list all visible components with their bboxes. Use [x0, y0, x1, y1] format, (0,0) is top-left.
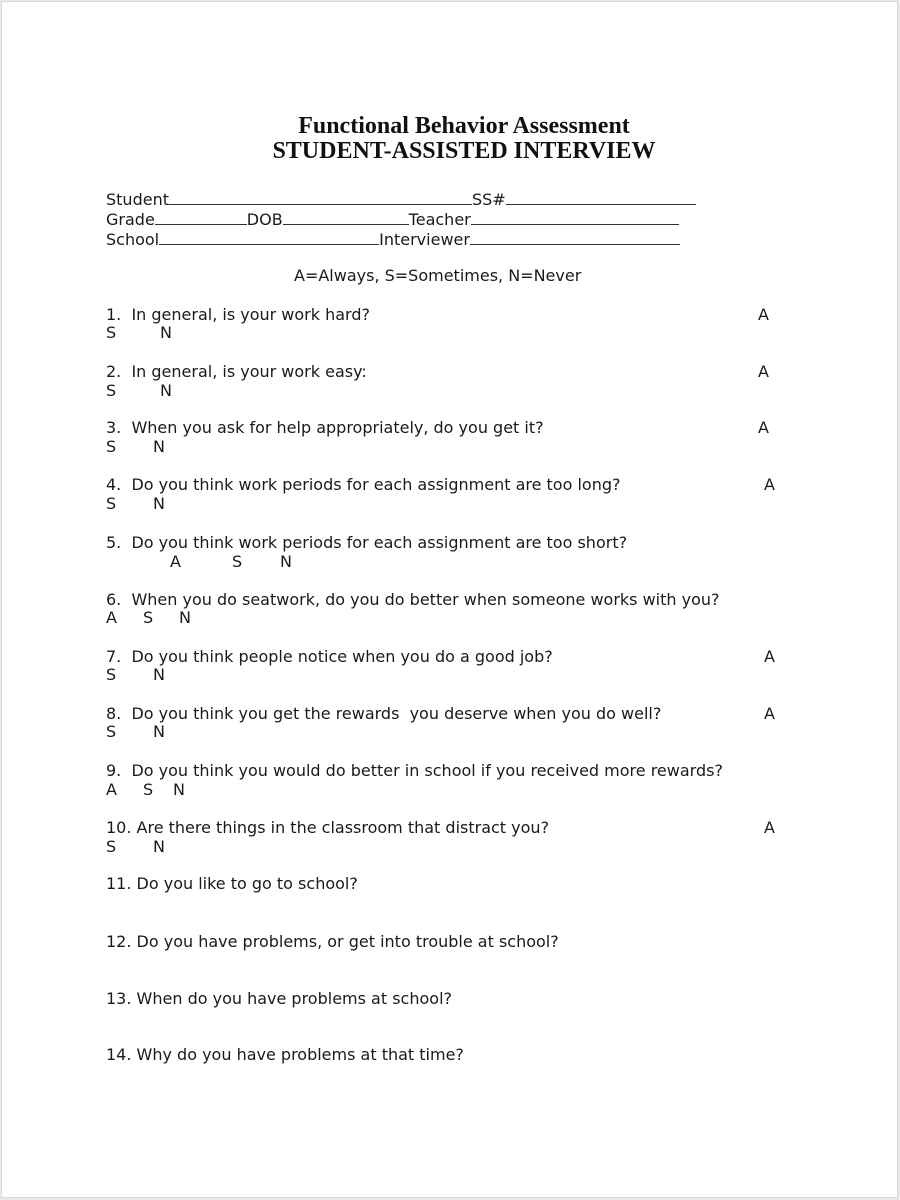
q6-option-a[interactable]: A: [106, 608, 117, 627]
question-9: 9. Do you think you would do better in school if you received more rewards?: [106, 761, 723, 780]
q8-option-n[interactable]: N: [153, 722, 165, 741]
q5-option-a[interactable]: A: [170, 552, 181, 571]
q1-option-s[interactable]: S: [106, 323, 117, 342]
q1-option-n[interactable]: N: [160, 323, 172, 342]
q9-option-a[interactable]: A: [106, 780, 117, 799]
question-10: 10. Are there things in the classroom that distract you?: [106, 818, 550, 837]
ss-label: SS#: [471, 190, 506, 209]
q3-option-s[interactable]: S: [106, 437, 117, 456]
q2-option-n[interactable]: N: [160, 381, 172, 400]
q1-option-a[interactable]: A: [758, 305, 769, 324]
q7-option-s[interactable]: S: [106, 665, 117, 684]
q2-option-a[interactable]: A: [758, 362, 769, 381]
document-subtitle: STUDENT-ASSISTED INTERVIEW: [272, 138, 656, 164]
student-field-row: [106, 191, 696, 209]
q5-option-n[interactable]: N: [280, 552, 292, 571]
q8-option-a[interactable]: A: [764, 704, 775, 723]
question-1: 1. In general, is your work hard?: [106, 305, 370, 324]
q9-option-n[interactable]: N: [173, 780, 185, 799]
q8-option-s[interactable]: S: [106, 722, 117, 741]
question-7: 7. Do you think people notice when you do a good job?: [106, 647, 553, 666]
q7-option-n[interactable]: N: [153, 665, 165, 684]
dob-blank[interactable]: [283, 212, 409, 225]
q9-option-s[interactable]: S: [143, 780, 154, 799]
q7-option-a[interactable]: A: [764, 647, 775, 666]
school-label: School: [106, 230, 160, 249]
question-6: 6. When you do seatwork, do you do better when someone works with you?: [106, 590, 720, 609]
document-page: [1, 1, 898, 1198]
interviewer-blank[interactable]: [470, 232, 680, 245]
q4-option-a[interactable]: A: [764, 475, 775, 494]
question-5: 5. Do you think work periods for each assignment are too short?: [106, 533, 628, 552]
q3-option-n[interactable]: N: [153, 437, 165, 456]
student-label: Student: [106, 190, 169, 209]
q10-option-s[interactable]: S: [106, 837, 117, 856]
teacher-blank[interactable]: [471, 212, 679, 225]
question-3: 3. When you ask for help appropriately, do you get it?: [106, 418, 544, 437]
q4-option-s[interactable]: S: [106, 494, 117, 513]
school-field-row: [106, 231, 680, 249]
q5-option-s[interactable]: S: [232, 552, 243, 571]
q6-option-n[interactable]: N: [179, 608, 191, 627]
q10-option-n[interactable]: N: [153, 837, 165, 856]
q10-option-a[interactable]: A: [764, 818, 775, 837]
question-11: 11. Do you like to go to school?: [106, 874, 358, 893]
q6-option-s[interactable]: S: [143, 608, 154, 627]
question-12: 12. Do you have problems, or get into trouble at school?: [106, 932, 559, 951]
grade-blank[interactable]: [155, 212, 247, 225]
rating-legend: A=Always, S=Sometimes, N=Never: [294, 266, 582, 285]
q3-option-a[interactable]: A: [758, 418, 769, 437]
document-title: Functional Behavior Assessment: [298, 113, 630, 139]
interviewer-label: Interviewer: [379, 230, 470, 249]
question-2: 2. In general, is your work easy:: [106, 362, 367, 381]
grade-label: Grade: [106, 210, 155, 229]
grade-field-row: [106, 211, 679, 229]
question-13: 13. When do you have problems at school?: [106, 989, 452, 1008]
student-blank[interactable]: [169, 192, 472, 205]
question-8: 8. Do you think you get the rewards you deserve when you do well?: [106, 704, 662, 723]
q4-option-n[interactable]: N: [153, 494, 165, 513]
q2-option-s[interactable]: S: [106, 381, 117, 400]
question-14: 14. Why do you have problems at that time?: [106, 1045, 464, 1064]
question-4: 4. Do you think work periods for each assignment are too long?: [106, 475, 621, 494]
teacher-label: Teacher: [408, 210, 471, 229]
dob-label: DOB: [246, 210, 283, 229]
ss-blank[interactable]: [506, 192, 696, 205]
school-blank[interactable]: [159, 232, 379, 245]
